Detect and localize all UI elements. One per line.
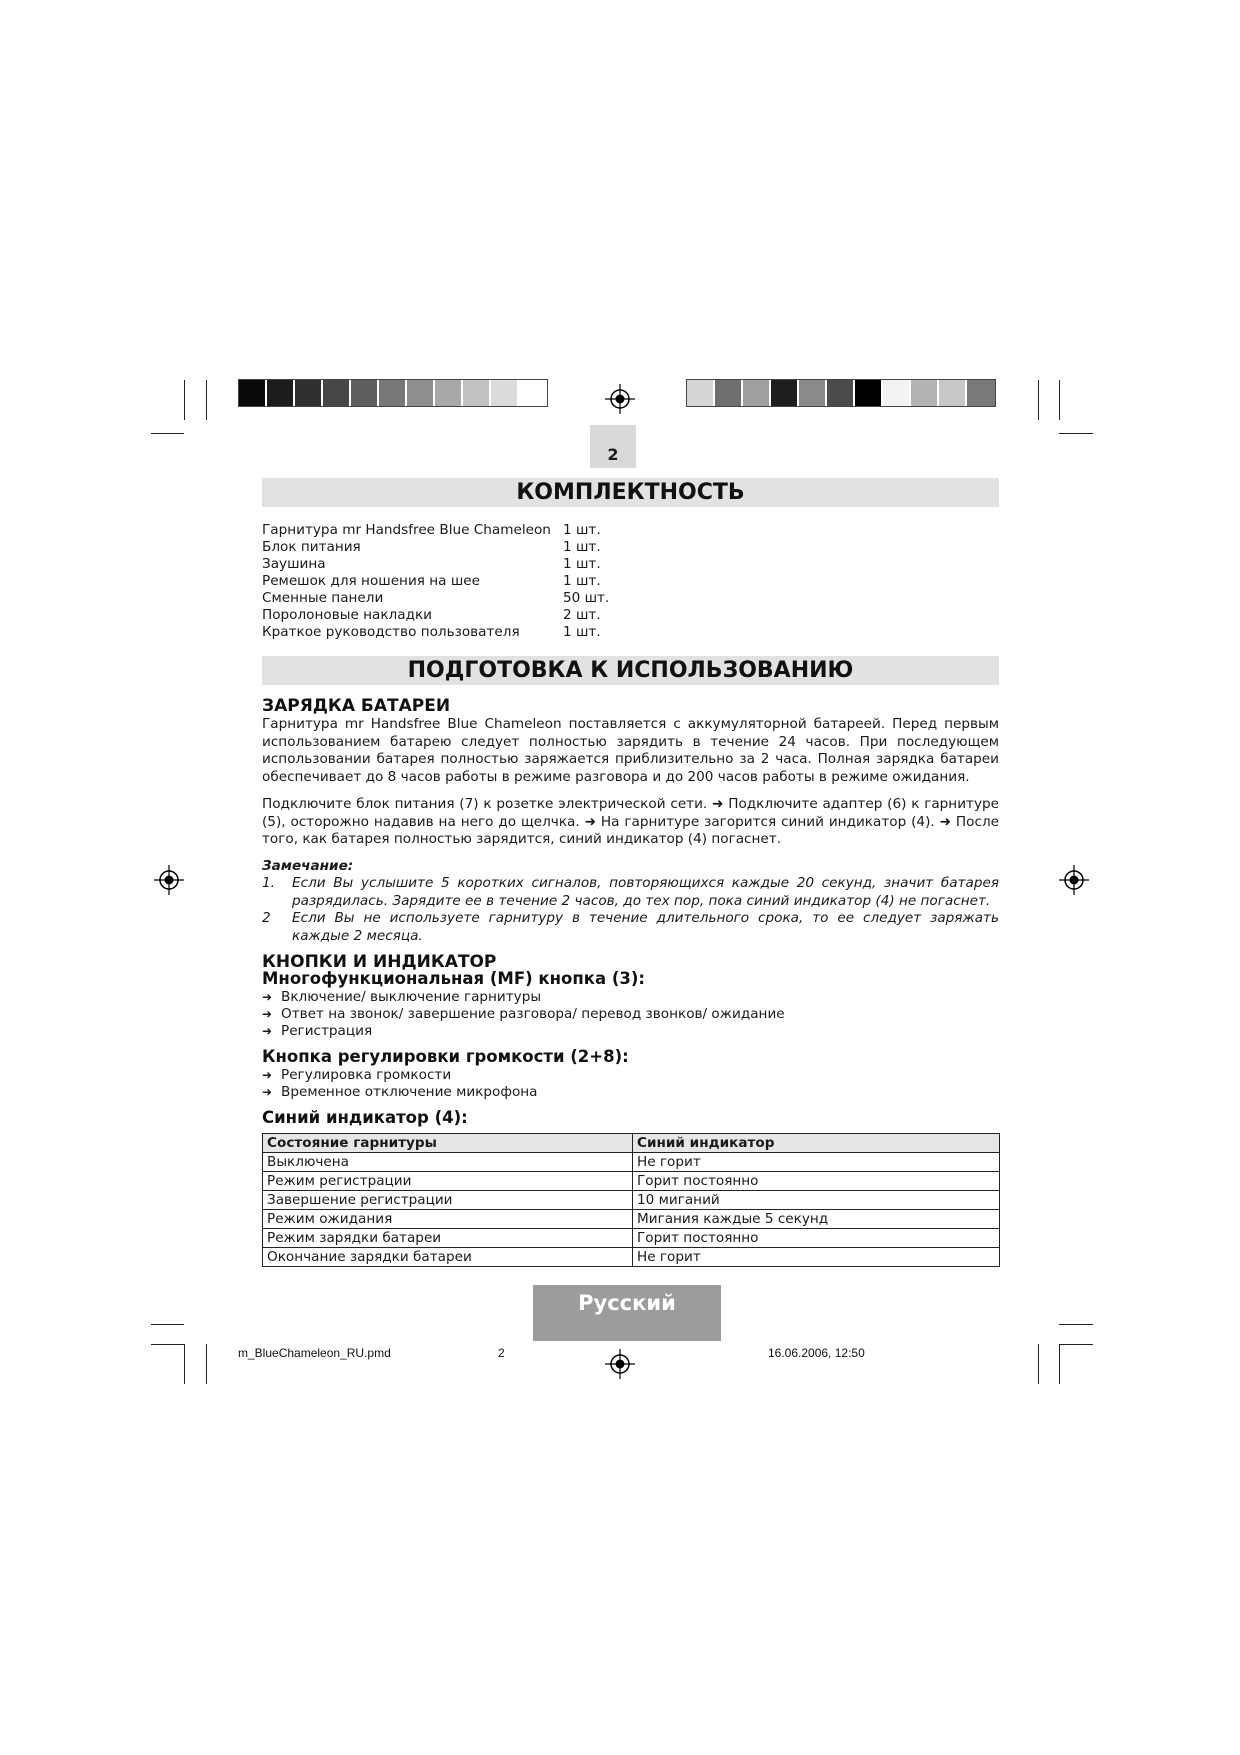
kit-item-qty: 1 шт.	[563, 539, 601, 555]
list-item	[262, 1067, 538, 1084]
language-tab: Русский	[533, 1285, 721, 1341]
kit-item-name: Сменные панели	[262, 590, 384, 606]
table-cell: Режим ожидания	[263, 1210, 633, 1229]
kit-item	[262, 590, 609, 607]
color-swatch	[687, 380, 715, 406]
note-title: Замечание:	[262, 858, 354, 874]
crop-mark	[151, 433, 184, 434]
table-row	[263, 1210, 1000, 1229]
page-number: 2	[590, 425, 636, 468]
list-item-text: Включение/ выключение гарнитуры	[281, 989, 542, 1005]
crop-mark	[1059, 433, 1093, 434]
crop-mark	[184, 1344, 185, 1384]
crop-mark	[1059, 1344, 1060, 1384]
kit-item-qty: 1 шт.	[563, 556, 601, 572]
crop-mark	[151, 1324, 184, 1325]
crop-mark	[1059, 1344, 1093, 1345]
footer-page-number: 2	[498, 1346, 505, 1360]
color-swatch	[435, 380, 463, 406]
note-number: 1.	[262, 875, 275, 891]
table-cell: Режим зарядки батареи	[263, 1229, 633, 1248]
table-cell: Горит постоянно	[633, 1229, 1000, 1248]
table-cell: 10 миганий	[633, 1191, 1000, 1210]
crop-mark	[151, 1344, 184, 1345]
table-row	[263, 1229, 1000, 1248]
kit-item	[262, 624, 609, 641]
registration-mark-icon	[154, 865, 184, 895]
kit-item-qty: 50 шт.	[563, 590, 610, 606]
arrow-right-icon: ➜	[262, 1024, 273, 1038]
table-cell: Окончание зарядки батареи	[263, 1248, 633, 1267]
heading-buttons: КНОПКИ И ИНДИКАТОР	[262, 952, 497, 972]
kit-item-name: Заушина	[262, 556, 326, 572]
note-text: Если Вы услышите 5 коротких сигналов, повторяющихся каждые 20 секунд, значит батарея разрядилась. Зарядите ее в течение 2 часов, до тех пор, пока синий индикатор (4) не погаснет.	[292, 875, 999, 909]
table-cell: Не горит	[633, 1248, 1000, 1267]
table-cell: Горит постоянно	[633, 1172, 1000, 1191]
note-text: Если Вы не используете гарнитуру в течение длительного срока, то ее следует заряжать каждые 2 месяца.	[292, 910, 999, 944]
table-row	[263, 1172, 1000, 1191]
crop-mark	[184, 380, 185, 420]
color-swatch	[463, 380, 491, 406]
arrow-right-icon: ➜	[262, 1007, 273, 1021]
kit-item	[262, 522, 609, 539]
crop-mark	[1038, 380, 1039, 420]
list-item-text: Ответ на звонок/ завершение разговора/ перевод звонков/ ожидание	[281, 1006, 785, 1022]
crop-mark	[1038, 1344, 1039, 1384]
charging-paragraph-2: Подключите блок питания (7) к розетке электрической сети. ➜ Подключите адаптер (6) к гарнитуре (5), осторожно надавив на него до щелчка. ➜ На гарнитуре загорится синий индикатор (4). ➜ После того, как батарея полностью зарядится, синий индикатор (4) погаснет.	[262, 796, 999, 847]
color-swatch	[911, 380, 939, 406]
note-list	[262, 875, 999, 945]
footer-datetime: 16.06.2006, 12:50	[768, 1346, 865, 1360]
kit-item-qty: 2 шт.	[563, 607, 601, 623]
list-item	[262, 1084, 538, 1101]
color-swatch	[855, 380, 883, 406]
list-item	[262, 1023, 785, 1040]
table-cell: Мигания каждые 5 секунд	[633, 1210, 1000, 1229]
color-swatch	[799, 380, 827, 406]
color-swatch	[323, 380, 351, 406]
color-swatch	[715, 380, 743, 406]
kit-item-qty: 1 шт.	[563, 522, 601, 538]
table-row	[263, 1248, 1000, 1267]
color-bar-right	[686, 379, 996, 407]
footer-filename: m_BlueChameleon_RU.pmd	[238, 1346, 391, 1360]
list-item-text: Регистрация	[281, 1023, 373, 1039]
kit-list	[262, 522, 609, 641]
registration-mark-icon	[605, 384, 635, 414]
color-swatch	[491, 380, 519, 406]
kit-item	[262, 573, 609, 590]
color-swatch	[939, 380, 967, 406]
color-swatch	[407, 380, 435, 406]
table-cell: Завершение регистрации	[263, 1191, 633, 1210]
heading-volume-button: Кнопка регулировки громкости (2+8):	[262, 1047, 629, 1066]
heading-mf-button: Многофункциональная (MF) кнопка (3):	[262, 969, 645, 988]
kit-item-name: Краткое руководство пользователя	[262, 624, 520, 640]
section-title-kit: КОМПЛЕКТНОСТЬ	[262, 478, 999, 507]
kit-item	[262, 556, 609, 573]
volume-button-list	[262, 1067, 538, 1101]
list-item-text: Регулировка громкости	[281, 1067, 452, 1083]
color-swatch	[295, 380, 323, 406]
note-item	[262, 910, 999, 945]
kit-item	[262, 607, 609, 624]
color-swatch	[827, 380, 855, 406]
list-item	[262, 989, 785, 1006]
table-cell: Не горит	[633, 1153, 1000, 1172]
color-swatch	[883, 380, 911, 406]
mf-button-list	[262, 989, 785, 1040]
color-swatch	[267, 380, 295, 406]
table-cell: Режим регистрации	[263, 1172, 633, 1191]
registration-mark-icon	[605, 1349, 635, 1379]
crop-mark	[206, 1344, 207, 1384]
color-swatch	[771, 380, 799, 406]
table-row	[263, 1153, 1000, 1172]
table-header-row	[263, 1134, 1000, 1153]
crop-mark	[1059, 1324, 1093, 1325]
table-cell: Выключена	[263, 1153, 633, 1172]
color-swatch	[379, 380, 407, 406]
kit-item-qty: 1 шт.	[563, 624, 601, 640]
table-header-cell: Состояние гарнитуры	[263, 1134, 633, 1153]
color-swatch	[519, 380, 547, 406]
color-swatch	[239, 380, 267, 406]
note-item	[262, 875, 999, 910]
heading-charging: ЗАРЯДКА БАТАРЕИ	[262, 696, 451, 716]
list-item	[262, 1006, 785, 1023]
section-title-preparation: ПОДГОТОВКА К ИСПОЛЬЗОВАНИЮ	[262, 656, 999, 685]
table-header-cell: Синий индикатор	[633, 1134, 1000, 1153]
arrow-right-icon: ➜	[262, 1085, 273, 1099]
kit-item-name: Поролоновые накладки	[262, 607, 433, 623]
kit-item-qty: 1 шт.	[563, 573, 601, 589]
color-bar-left	[238, 379, 548, 407]
crop-mark	[206, 380, 207, 420]
arrow-right-icon: ➜	[262, 1068, 273, 1082]
list-item-text: Временное отключение микрофона	[281, 1084, 538, 1100]
kit-item-name: Гарнитура mr Handsfree Blue Chameleon	[262, 522, 551, 538]
table-row	[263, 1191, 1000, 1210]
indicator-table	[262, 1133, 1000, 1267]
kit-item	[262, 539, 609, 556]
note-number: 2	[262, 910, 271, 926]
kit-item-name: Блок питания	[262, 539, 361, 555]
kit-item-name: Ремешок для ношения на шее	[262, 573, 480, 589]
crop-mark	[1059, 380, 1060, 420]
color-swatch	[743, 380, 771, 406]
heading-blue-indicator: Синий индикатор (4):	[262, 1108, 468, 1127]
color-swatch	[967, 380, 995, 406]
charging-paragraph-1: Гарнитура mr Handsfree Blue Chameleon поставляется с аккумуляторной батареей. Перед первым использованием батарею следует полностью зарядить в течение 24 часов. При последующем использовании батарея полностью заряжается приблизительно за 2 часа. Полная зарядка батареи обеспечивает до 8 часов работы в режиме разговора и до 200 часов работы в режиме ожидания.	[262, 716, 999, 785]
registration-mark-icon	[1059, 865, 1089, 895]
arrow-right-icon: ➜	[262, 990, 273, 1004]
color-swatch	[351, 380, 379, 406]
